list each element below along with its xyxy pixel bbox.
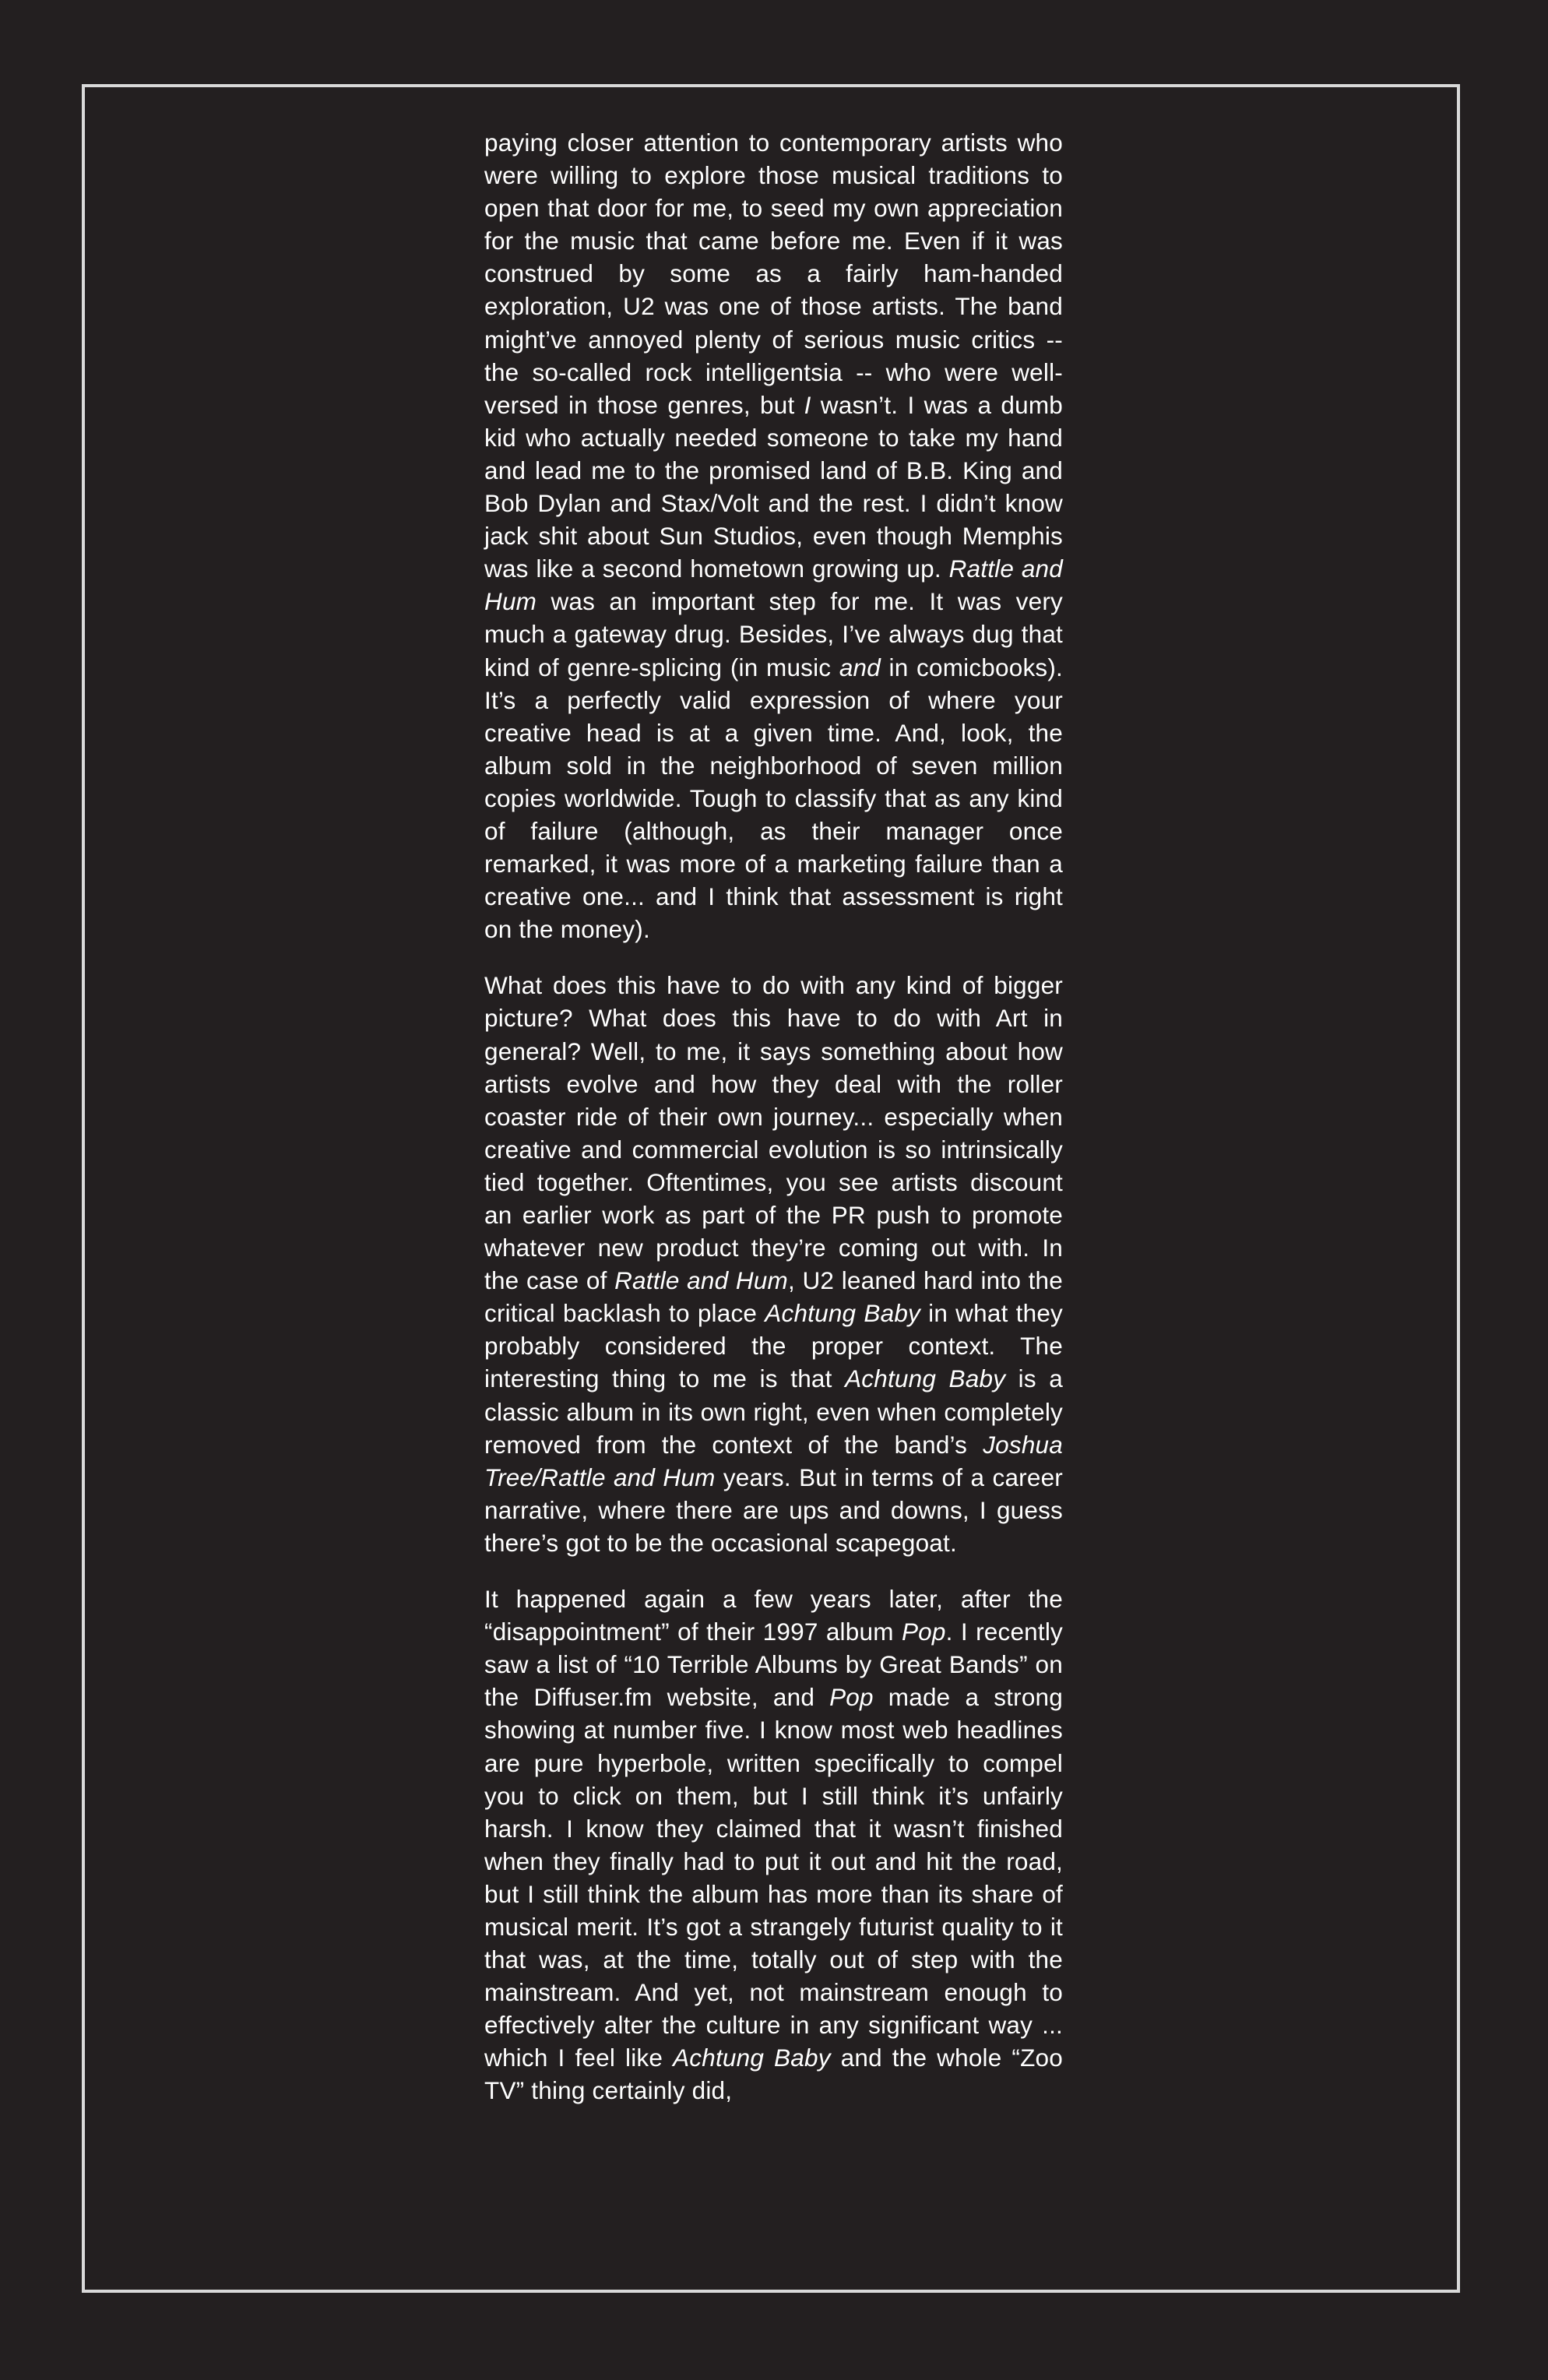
paragraph-2	[484, 969, 1063, 1559]
paragraph-1	[484, 126, 1063, 945]
paragraph-3-segment-5: made a strong showing at number five. I know most web headlines are pure hyperbole, written specifically to compel you to click on them, but I still think it’s unfairly harsh. I know they claimed that it wasn’t finished when they finally had to put it out and hit the road, but I still think the album has more than its share of musical merit. It’s got a strangely futurist quality to it that was, at the time, totally out of step with the mainstream. And yet, not mainstream enough to effectively alter the culture in any significant way ... which I feel like	[484, 1683, 1063, 2072]
paragraph-2-segment-9: years. But in terms of a career narrative, where there are ups and downs, I guess there’s got to be the occasional scapegoat.	[484, 1463, 1063, 1557]
paragraph-1-segment-2-italic: I	[804, 390, 811, 419]
paragraph-3-segment-1: It happened again a few years later, after the “disappointment” of their 1997 album	[484, 1585, 1063, 1646]
paragraph-3-segment-3: . I recently saw a list of “10 Terrible Albums by Great Bands” on the Diffuser.fm website, and	[484, 1618, 1063, 1712]
paragraph-2-segment-3: , U2 leaned hard into the critical backlash to place	[484, 1266, 1063, 1328]
paragraph-1-segment-4-italic: Rattle and Hum	[484, 555, 1063, 616]
paragraph-2-segment-4-italic: Achtung Baby	[765, 1299, 920, 1328]
paragraph-3	[484, 1583, 1063, 2107]
paragraph-2-segment-8-italic: Joshua Tree/Rattle and Hum	[484, 1430, 1063, 1491]
paragraph-1-segment-5: was an important step for me. It was very much a gateway drug. Besides, I’ve always dug that kind of genre-splicing (in music	[484, 587, 1063, 681]
article-text-column	[484, 126, 1063, 2107]
paragraph-2-segment-6-italic: Achtung Baby	[845, 1364, 1006, 1393]
paragraph-3-segment-2-italic: Pop	[901, 1618, 946, 1646]
paragraph-1-segment-6-italic: and	[839, 653, 881, 681]
paragraph-1-segment-3: wasn’t. I was a dumb kid who actually needed someone to take my hand and lead me to the promised land of B.B. King and Bob Dylan and Stax/Volt and the rest. I didn’t know jack shit about Sun Studios, even though Memphis was like a second hometown growing up.	[484, 390, 1063, 583]
paragraph-3-segment-7: and the whole “Zoo TV” thing certainly did,	[484, 2044, 1063, 2105]
paragraph-3-segment-4-italic: Pop	[829, 1683, 874, 1712]
paragraph-2-segment-2-italic: Rattle and Hum	[614, 1266, 788, 1295]
paragraph-2-segment-1: What does this have to do with any kind of bigger picture? What does this have to do with Art in general? Well, to me, it says something about how artists evolve and how they deal with the roller coaster ride of their own journey... especially when creative and commercial evolution is so intrinsically tied together. Oftentimes, you see artists discount an earlier work as part of the PR push to promote whatever new product they’re coming out with. In the case of	[484, 971, 1063, 1295]
paragraph-2-segment-7: is a classic album in its own right, even when completely removed from the context of the band’s	[484, 1364, 1063, 1459]
paragraph-2-segment-5: in what they probably considered the proper context. The interesting thing to me is that	[484, 1299, 1063, 1393]
paragraph-1-segment-7: in comicbooks). It’s a perfectly valid expression of where your creative head is at a given time. And, look, the album sold in the neighborhood of seven million copies worldwide. Tough to classify that as any kind of failure (although, as their manager once remarked, it was more of a marketing failure than a creative one... and I think that assessment is right on the money).	[484, 653, 1063, 944]
paragraph-3-segment-6-italic: Achtung Baby	[673, 2044, 831, 2072]
paragraph-1-segment-1: paying closer attention to contemporary artists who were willing to explore those musical traditions to open that door for me, to seed my own appreciation for the music that came before me. Even if it was construed by some as a fairly ham-handed exploration, U2 was one of those artists. The band might’ve annoyed plenty of serious music critics -- the so-called rock intelligentsia -- who were well-versed in those genres, but	[484, 129, 1063, 419]
